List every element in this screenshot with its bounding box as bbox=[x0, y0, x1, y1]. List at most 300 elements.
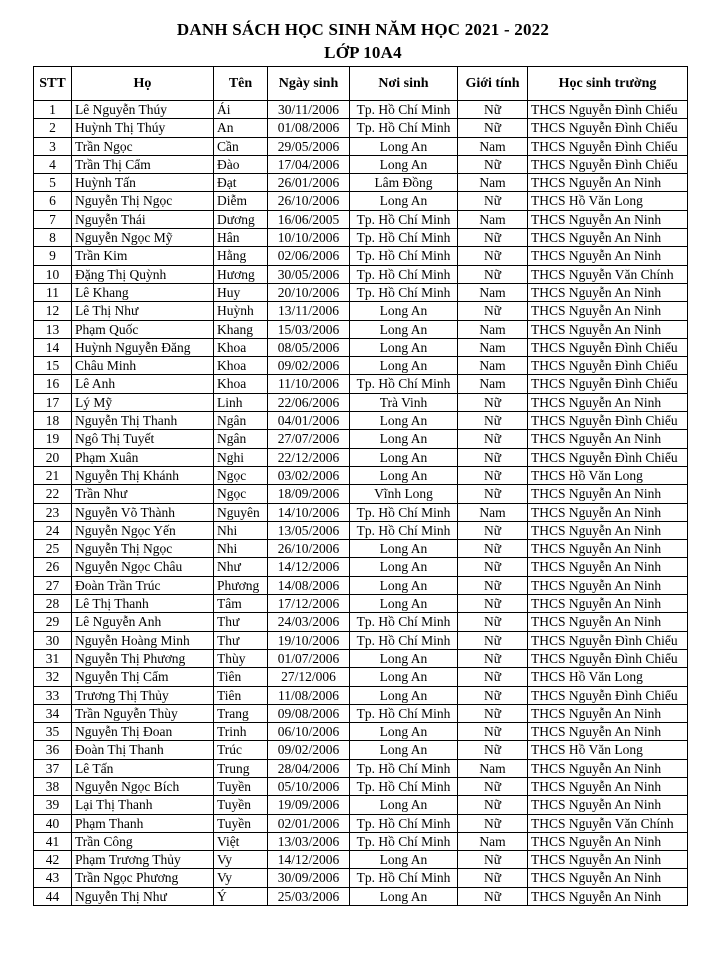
cell-school: THCS Nguyễn Đình Chiểu bbox=[528, 155, 688, 173]
table-row bbox=[34, 869, 688, 887]
table-row bbox=[34, 540, 688, 558]
cell-birth-date: 01/07/2006 bbox=[268, 649, 350, 667]
table-row bbox=[34, 283, 688, 301]
cell-last-name: Trần Ngọc bbox=[72, 137, 214, 155]
cell-birth-date: 03/02/2006 bbox=[268, 466, 350, 484]
cell-gender: Nữ bbox=[458, 265, 528, 283]
cell-school: THCS Nguyễn Đình Chiểu bbox=[528, 338, 688, 356]
cell-last-name: Lý Mỹ bbox=[72, 393, 214, 411]
cell-school: THCS Nguyễn An Ninh bbox=[528, 869, 688, 887]
cell-stt: 20 bbox=[34, 448, 72, 466]
table-row bbox=[34, 759, 688, 777]
cell-last-name: Trần Nguyễn Thùy bbox=[72, 704, 214, 722]
cell-birth-place: Long An bbox=[350, 595, 458, 613]
cell-school: THCS Nguyễn An Ninh bbox=[528, 174, 688, 192]
cell-birth-place: Tp. Hồ Chí Minh bbox=[350, 375, 458, 393]
cell-first-name: Nhi bbox=[214, 521, 268, 539]
cell-birth-date: 09/08/2006 bbox=[268, 704, 350, 722]
cell-stt: 19 bbox=[34, 430, 72, 448]
cell-stt: 6 bbox=[34, 192, 72, 210]
cell-birth-place: Tp. Hồ Chí Minh bbox=[350, 631, 458, 649]
cell-gender: Nữ bbox=[458, 777, 528, 795]
cell-birth-date: 17/04/2006 bbox=[268, 155, 350, 173]
cell-birth-date: 09/02/2006 bbox=[268, 357, 350, 375]
cell-gender: Nữ bbox=[458, 686, 528, 704]
cell-gender: Nữ bbox=[458, 430, 528, 448]
cell-gender: Nữ bbox=[458, 540, 528, 558]
cell-birth-date: 25/03/2006 bbox=[268, 887, 350, 905]
cell-gender: Nam bbox=[458, 283, 528, 301]
cell-stt: 3 bbox=[34, 137, 72, 155]
cell-last-name: Nguyễn Thị Đoan bbox=[72, 723, 214, 741]
cell-first-name: Tâm bbox=[214, 595, 268, 613]
header-last-name: Họ bbox=[72, 67, 214, 101]
cell-stt: 21 bbox=[34, 466, 72, 484]
cell-birth-date: 30/09/2006 bbox=[268, 869, 350, 887]
table-row bbox=[34, 155, 688, 173]
table-row bbox=[34, 521, 688, 539]
cell-school: THCS Nguyễn Đình Chiểu bbox=[528, 448, 688, 466]
cell-first-name: Khang bbox=[214, 320, 268, 338]
table-row bbox=[34, 448, 688, 466]
cell-gender: Nam bbox=[458, 759, 528, 777]
cell-stt: 35 bbox=[34, 723, 72, 741]
cell-gender: Nữ bbox=[458, 229, 528, 247]
cell-stt: 28 bbox=[34, 595, 72, 613]
cell-stt: 42 bbox=[34, 851, 72, 869]
cell-last-name: Ngô Thị Tuyết bbox=[72, 430, 214, 448]
cell-birth-place: Tp. Hồ Chí Minh bbox=[350, 503, 458, 521]
cell-first-name: Trinh bbox=[214, 723, 268, 741]
cell-stt: 9 bbox=[34, 247, 72, 265]
cell-gender: Nữ bbox=[458, 796, 528, 814]
cell-last-name: Lê Khang bbox=[72, 283, 214, 301]
cell-gender: Nữ bbox=[458, 448, 528, 466]
cell-stt: 4 bbox=[34, 155, 72, 173]
cell-school: THCS Nguyễn An Ninh bbox=[528, 210, 688, 228]
cell-last-name: Nguyễn Thị Khánh bbox=[72, 466, 214, 484]
cell-first-name: Trang bbox=[214, 704, 268, 722]
student-table bbox=[33, 66, 688, 906]
cell-birth-place: Tp. Hồ Chí Minh bbox=[350, 229, 458, 247]
cell-school: THCS Nguyễn Văn Chính bbox=[528, 814, 688, 832]
cell-gender: Nữ bbox=[458, 521, 528, 539]
cell-stt: 36 bbox=[34, 741, 72, 759]
cell-first-name: Tiên bbox=[214, 668, 268, 686]
cell-birth-place: Tp. Hồ Chí Minh bbox=[350, 210, 458, 228]
cell-stt: 30 bbox=[34, 631, 72, 649]
cell-birth-place: Long An bbox=[350, 887, 458, 905]
cell-birth-place: Long An bbox=[350, 668, 458, 686]
table-row bbox=[34, 375, 688, 393]
cell-gender: Nữ bbox=[458, 704, 528, 722]
cell-birth-date: 28/04/2006 bbox=[268, 759, 350, 777]
cell-stt: 13 bbox=[34, 320, 72, 338]
cell-birth-place: Long An bbox=[350, 448, 458, 466]
cell-birth-date: 14/12/2006 bbox=[268, 851, 350, 869]
cell-school: THCS Nguyễn An Ninh bbox=[528, 521, 688, 539]
cell-first-name: Huy bbox=[214, 283, 268, 301]
table-row bbox=[34, 338, 688, 356]
cell-first-name: Nhi bbox=[214, 540, 268, 558]
cell-birth-date: 02/06/2006 bbox=[268, 247, 350, 265]
cell-last-name: Phạm Xuân bbox=[72, 448, 214, 466]
cell-birth-date: 24/03/2006 bbox=[268, 613, 350, 631]
cell-gender: Nữ bbox=[458, 723, 528, 741]
cell-first-name: Tuyền bbox=[214, 814, 268, 832]
table-row bbox=[34, 649, 688, 667]
cell-birth-place: Long An bbox=[350, 741, 458, 759]
cell-stt: 18 bbox=[34, 412, 72, 430]
cell-gender: Nữ bbox=[458, 558, 528, 576]
cell-birth-date: 15/03/2006 bbox=[268, 320, 350, 338]
cell-gender: Nữ bbox=[458, 155, 528, 173]
cell-first-name: Khoa bbox=[214, 375, 268, 393]
table-row bbox=[34, 723, 688, 741]
cell-last-name: Lại Thị Thanh bbox=[72, 796, 214, 814]
cell-stt: 39 bbox=[34, 796, 72, 814]
cell-birth-place: Tp. Hồ Chí Minh bbox=[350, 119, 458, 137]
cell-birth-place: Tp. Hồ Chí Minh bbox=[350, 832, 458, 850]
table-row bbox=[34, 137, 688, 155]
cell-last-name: Trần Thị Cẩm bbox=[72, 155, 214, 173]
table-row bbox=[34, 174, 688, 192]
cell-birth-place: Tp. Hồ Chí Minh bbox=[350, 814, 458, 832]
cell-first-name: Trúc bbox=[214, 741, 268, 759]
cell-birth-place: Long An bbox=[350, 558, 458, 576]
cell-last-name: Lê Nguyễn Thúy bbox=[72, 101, 214, 119]
cell-school: THCS Nguyễn An Ninh bbox=[528, 485, 688, 503]
header-gender: Giới tính bbox=[458, 67, 528, 101]
cell-birth-place: Trà Vinh bbox=[350, 393, 458, 411]
cell-last-name: Huỳnh Nguyễn Đăng bbox=[72, 338, 214, 356]
cell-school: THCS Nguyễn Văn Chính bbox=[528, 265, 688, 283]
cell-gender: Nữ bbox=[458, 412, 528, 430]
table-row bbox=[34, 576, 688, 594]
cell-birth-date: 11/10/2006 bbox=[268, 375, 350, 393]
cell-first-name: Trung bbox=[214, 759, 268, 777]
cell-stt: 44 bbox=[34, 887, 72, 905]
cell-school: THCS Nguyễn An Ninh bbox=[528, 540, 688, 558]
cell-birth-place: Long An bbox=[350, 430, 458, 448]
cell-stt: 2 bbox=[34, 119, 72, 137]
cell-birth-date: 13/05/2006 bbox=[268, 521, 350, 539]
cell-birth-place: Long An bbox=[350, 137, 458, 155]
header-school: Học sinh trường bbox=[528, 67, 688, 101]
cell-school: THCS Hồ Văn Long bbox=[528, 741, 688, 759]
cell-birth-date: 17/12/2006 bbox=[268, 595, 350, 613]
cell-stt: 37 bbox=[34, 759, 72, 777]
cell-school: THCS Nguyễn An Ninh bbox=[528, 759, 688, 777]
cell-birth-place: Long An bbox=[350, 338, 458, 356]
cell-school: THCS Nguyễn An Ninh bbox=[528, 283, 688, 301]
cell-birth-place: Tp. Hồ Chí Minh bbox=[350, 521, 458, 539]
cell-stt: 5 bbox=[34, 174, 72, 192]
cell-last-name: Nguyễn Võ Thành bbox=[72, 503, 214, 521]
cell-school: THCS Hồ Văn Long bbox=[528, 668, 688, 686]
cell-last-name: Nguyễn Ngọc Bích bbox=[72, 777, 214, 795]
cell-last-name: Lê Thị Như bbox=[72, 302, 214, 320]
cell-first-name: Ngân bbox=[214, 430, 268, 448]
cell-birth-date: 22/12/2006 bbox=[268, 448, 350, 466]
cell-birth-date: 09/02/2006 bbox=[268, 741, 350, 759]
cell-gender: Nữ bbox=[458, 119, 528, 137]
cell-last-name: Trần Ngọc Phương bbox=[72, 869, 214, 887]
cell-school: THCS Nguyễn An Ninh bbox=[528, 247, 688, 265]
cell-birth-place: Long An bbox=[350, 576, 458, 594]
cell-school: THCS Nguyễn Đình Chiểu bbox=[528, 631, 688, 649]
cell-gender: Nam bbox=[458, 320, 528, 338]
cell-first-name: Tiên bbox=[214, 686, 268, 704]
cell-gender: Nam bbox=[458, 357, 528, 375]
cell-gender: Nữ bbox=[458, 302, 528, 320]
cell-first-name: Dương bbox=[214, 210, 268, 228]
cell-first-name: Vy bbox=[214, 851, 268, 869]
cell-last-name: Nguyễn Ngọc Châu bbox=[72, 558, 214, 576]
cell-gender: Nữ bbox=[458, 485, 528, 503]
cell-school: THCS Nguyễn An Ninh bbox=[528, 229, 688, 247]
cell-birth-place: Long An bbox=[350, 796, 458, 814]
cell-last-name: Nguyễn Thị Ngọc bbox=[72, 192, 214, 210]
cell-last-name: Phạm Quốc bbox=[72, 320, 214, 338]
cell-birth-place: Long An bbox=[350, 357, 458, 375]
cell-first-name: Ái bbox=[214, 101, 268, 119]
header-first-name: Tên bbox=[214, 67, 268, 101]
cell-school: THCS Nguyễn An Ninh bbox=[528, 796, 688, 814]
cell-last-name: Phạm Thanh bbox=[72, 814, 214, 832]
cell-first-name: Ngọc bbox=[214, 466, 268, 484]
cell-stt: 1 bbox=[34, 101, 72, 119]
cell-school: THCS Nguyễn Đình Chiểu bbox=[528, 357, 688, 375]
cell-stt: 8 bbox=[34, 229, 72, 247]
cell-last-name: Nguyễn Ngọc Yến bbox=[72, 521, 214, 539]
cell-stt: 7 bbox=[34, 210, 72, 228]
cell-last-name: Trần Như bbox=[72, 485, 214, 503]
table-row bbox=[34, 777, 688, 795]
cell-school: THCS Nguyễn Đình Chiểu bbox=[528, 412, 688, 430]
cell-birth-place: Tp. Hồ Chí Minh bbox=[350, 777, 458, 795]
cell-birth-date: 14/12/2006 bbox=[268, 558, 350, 576]
cell-school: THCS Nguyễn An Ninh bbox=[528, 595, 688, 613]
cell-stt: 33 bbox=[34, 686, 72, 704]
cell-birth-place: Tp. Hồ Chí Minh bbox=[350, 704, 458, 722]
cell-birth-date: 19/09/2006 bbox=[268, 796, 350, 814]
table-row bbox=[34, 265, 688, 283]
cell-first-name: Tuyền bbox=[214, 777, 268, 795]
cell-gender: Nữ bbox=[458, 649, 528, 667]
cell-school: THCS Nguyễn Đình Chiểu bbox=[528, 686, 688, 704]
cell-first-name: Huỳnh bbox=[214, 302, 268, 320]
cell-birth-date: 16/06/2005 bbox=[268, 210, 350, 228]
cell-stt: 32 bbox=[34, 668, 72, 686]
cell-gender: Nữ bbox=[458, 393, 528, 411]
cell-school: THCS Nguyễn An Ninh bbox=[528, 832, 688, 850]
table-header-row bbox=[34, 67, 688, 101]
cell-stt: 29 bbox=[34, 613, 72, 631]
cell-last-name: Phạm Trương Thủy bbox=[72, 851, 214, 869]
table-row bbox=[34, 357, 688, 375]
cell-gender: Nữ bbox=[458, 887, 528, 905]
table-row bbox=[34, 229, 688, 247]
cell-first-name: Thư bbox=[214, 613, 268, 631]
cell-birth-place: Lâm Đồng bbox=[350, 174, 458, 192]
cell-stt: 17 bbox=[34, 393, 72, 411]
cell-birth-date: 20/10/2006 bbox=[268, 283, 350, 301]
cell-birth-date: 13/03/2006 bbox=[268, 832, 350, 850]
header-stt: STT bbox=[34, 67, 72, 101]
cell-birth-date: 30/11/2006 bbox=[268, 101, 350, 119]
header-birth-date: Ngày sinh bbox=[268, 67, 350, 101]
cell-birth-date: 26/01/2006 bbox=[268, 174, 350, 192]
cell-birth-date: 22/06/2006 bbox=[268, 393, 350, 411]
cell-last-name: Nguyễn Thị Thanh bbox=[72, 412, 214, 430]
cell-first-name: Thư bbox=[214, 631, 268, 649]
cell-first-name: Ngân bbox=[214, 412, 268, 430]
cell-first-name: Hằng bbox=[214, 247, 268, 265]
table-row bbox=[34, 851, 688, 869]
cell-school: THCS Nguyễn Đình Chiểu bbox=[528, 119, 688, 137]
cell-stt: 16 bbox=[34, 375, 72, 393]
cell-birth-date: 13/11/2006 bbox=[268, 302, 350, 320]
table-row bbox=[34, 668, 688, 686]
table-row bbox=[34, 466, 688, 484]
table-row bbox=[34, 704, 688, 722]
table-row bbox=[34, 101, 688, 119]
cell-birth-date: 08/05/2006 bbox=[268, 338, 350, 356]
table-row bbox=[34, 119, 688, 137]
cell-first-name: Nghi bbox=[214, 448, 268, 466]
cell-school: THCS Hồ Văn Long bbox=[528, 192, 688, 210]
cell-birth-place: Long An bbox=[350, 686, 458, 704]
cell-school: THCS Hồ Văn Long bbox=[528, 466, 688, 484]
cell-birth-place: Tp. Hồ Chí Minh bbox=[350, 283, 458, 301]
cell-gender: Nam bbox=[458, 174, 528, 192]
cell-first-name: Như bbox=[214, 558, 268, 576]
cell-birth-date: 26/10/2006 bbox=[268, 192, 350, 210]
cell-first-name: An bbox=[214, 119, 268, 137]
cell-birth-date: 11/08/2006 bbox=[268, 686, 350, 704]
cell-first-name: Ngọc bbox=[214, 485, 268, 503]
cell-first-name: Diễm bbox=[214, 192, 268, 210]
cell-first-name: Nguyên bbox=[214, 503, 268, 521]
cell-birth-date: 27/07/2006 bbox=[268, 430, 350, 448]
cell-birth-place: Vĩnh Long bbox=[350, 485, 458, 503]
cell-gender: Nam bbox=[458, 832, 528, 850]
cell-first-name: Thùy bbox=[214, 649, 268, 667]
cell-birth-place: Tp. Hồ Chí Minh bbox=[350, 869, 458, 887]
cell-school: THCS Nguyễn Đình Chiểu bbox=[528, 649, 688, 667]
table-row bbox=[34, 393, 688, 411]
cell-birth-place: Long An bbox=[350, 466, 458, 484]
cell-school: THCS Nguyễn An Ninh bbox=[528, 613, 688, 631]
table-row bbox=[34, 302, 688, 320]
cell-first-name: Cần bbox=[214, 137, 268, 155]
cell-last-name: Lê Thị Thanh bbox=[72, 595, 214, 613]
cell-stt: 27 bbox=[34, 576, 72, 594]
cell-gender: Nam bbox=[458, 503, 528, 521]
table-row bbox=[34, 430, 688, 448]
cell-last-name: Huỳnh Tấn bbox=[72, 174, 214, 192]
cell-stt: 14 bbox=[34, 338, 72, 356]
cell-birth-place: Tp. Hồ Chí Minh bbox=[350, 247, 458, 265]
cell-stt: 11 bbox=[34, 283, 72, 301]
cell-gender: Nữ bbox=[458, 101, 528, 119]
cell-last-name: Trần Kim bbox=[72, 247, 214, 265]
cell-gender: Nữ bbox=[458, 668, 528, 686]
cell-gender: Nữ bbox=[458, 869, 528, 887]
cell-gender: Nam bbox=[458, 210, 528, 228]
cell-birth-place: Long An bbox=[350, 540, 458, 558]
cell-birth-place: Tp. Hồ Chí Minh bbox=[350, 265, 458, 283]
cell-school: THCS Nguyễn An Ninh bbox=[528, 887, 688, 905]
cell-first-name: Phương bbox=[214, 576, 268, 594]
table-row bbox=[34, 412, 688, 430]
cell-stt: 10 bbox=[34, 265, 72, 283]
cell-birth-place: Long An bbox=[350, 192, 458, 210]
table-row bbox=[34, 503, 688, 521]
cell-stt: 38 bbox=[34, 777, 72, 795]
cell-last-name: Nguyễn Ngọc Mỹ bbox=[72, 229, 214, 247]
cell-birth-date: 05/10/2006 bbox=[268, 777, 350, 795]
cell-birth-place: Long An bbox=[350, 155, 458, 173]
cell-first-name: Khoa bbox=[214, 338, 268, 356]
table-row bbox=[34, 613, 688, 631]
cell-school: THCS Nguyễn An Ninh bbox=[528, 851, 688, 869]
cell-stt: 43 bbox=[34, 869, 72, 887]
cell-first-name: Vy bbox=[214, 869, 268, 887]
cell-birth-date: 19/10/2006 bbox=[268, 631, 350, 649]
cell-school: THCS Nguyễn An Ninh bbox=[528, 430, 688, 448]
cell-first-name: Tuyền bbox=[214, 796, 268, 814]
cell-school: THCS Nguyễn An Ninh bbox=[528, 576, 688, 594]
cell-birth-date: 26/10/2006 bbox=[268, 540, 350, 558]
cell-birth-date: 30/05/2006 bbox=[268, 265, 350, 283]
cell-stt: 31 bbox=[34, 649, 72, 667]
cell-gender: Nữ bbox=[458, 851, 528, 869]
table-row bbox=[34, 320, 688, 338]
table-row bbox=[34, 595, 688, 613]
cell-school: THCS Nguyễn An Ninh bbox=[528, 302, 688, 320]
cell-last-name: Lê Tấn bbox=[72, 759, 214, 777]
cell-birth-date: 06/10/2006 bbox=[268, 723, 350, 741]
cell-birth-date: 01/08/2006 bbox=[268, 119, 350, 137]
cell-school: THCS Nguyễn An Ninh bbox=[528, 503, 688, 521]
table-row bbox=[34, 192, 688, 210]
table-row bbox=[34, 832, 688, 850]
cell-gender: Nữ bbox=[458, 631, 528, 649]
cell-gender: Nữ bbox=[458, 595, 528, 613]
cell-first-name: Việt bbox=[214, 832, 268, 850]
cell-school: THCS Nguyễn Đình Chiểu bbox=[528, 375, 688, 393]
cell-last-name: Đoàn Trần Trúc bbox=[72, 576, 214, 594]
cell-birth-date: 02/01/2006 bbox=[268, 814, 350, 832]
table-row bbox=[34, 686, 688, 704]
table-row bbox=[34, 247, 688, 265]
cell-school: THCS Nguyễn An Ninh bbox=[528, 704, 688, 722]
cell-school: THCS Nguyễn An Ninh bbox=[528, 777, 688, 795]
cell-first-name: Linh bbox=[214, 393, 268, 411]
cell-last-name: Nguyễn Thái bbox=[72, 210, 214, 228]
cell-school: THCS Nguyễn Đình Chiểu bbox=[528, 137, 688, 155]
cell-birth-date: 04/01/2006 bbox=[268, 412, 350, 430]
cell-first-name: Đạt bbox=[214, 174, 268, 192]
cell-birth-date: 27/12/006 bbox=[268, 668, 350, 686]
cell-birth-place: Long An bbox=[350, 302, 458, 320]
document-title: DANH SÁCH HỌC SINH NĂM HỌC 2021 - 2022 bbox=[176, 20, 550, 39]
cell-birth-place: Long An bbox=[350, 320, 458, 338]
cell-stt: 41 bbox=[34, 832, 72, 850]
cell-last-name: Đoàn Thị Thanh bbox=[72, 741, 214, 759]
